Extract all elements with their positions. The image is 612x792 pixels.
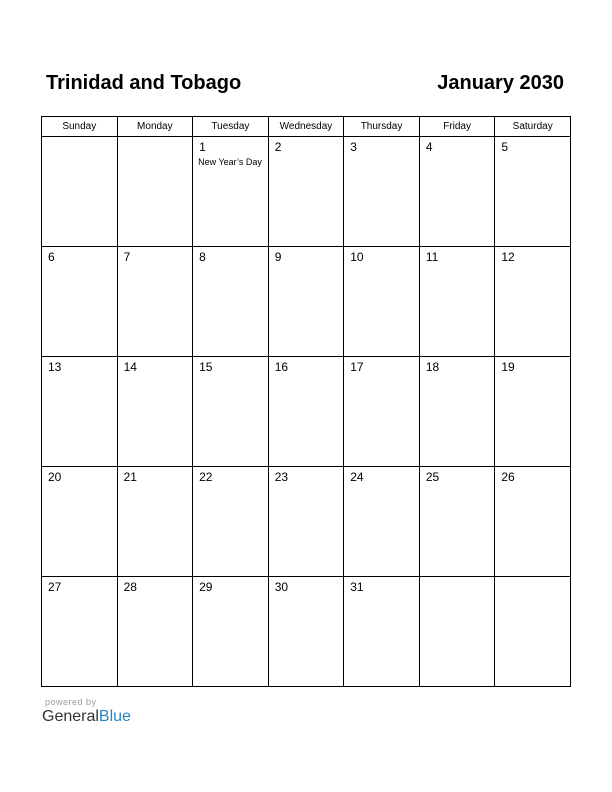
weekday-tuesday: Tuesday (193, 117, 269, 137)
weekday-wednesday: Wednesday (268, 117, 344, 137)
day-number: 5 (501, 140, 509, 154)
day-cell (495, 137, 571, 247)
day-cell (344, 467, 420, 577)
day-number (420, 577, 495, 581)
day-cell (419, 357, 495, 467)
day-cell (117, 357, 193, 467)
day-cell (42, 467, 118, 577)
day-cell (42, 137, 118, 247)
day-number: 3 (350, 140, 357, 154)
calendar-grid (41, 116, 571, 687)
day-number: 14 (123, 360, 137, 374)
day-number: 24 (350, 470, 364, 484)
day-number: 21 (123, 470, 137, 484)
holiday-label: New Year’s Day (198, 157, 262, 167)
day-cell (193, 577, 269, 687)
day-number: 10 (350, 250, 364, 264)
day-number: 17 (350, 360, 364, 374)
day-cell (193, 467, 269, 577)
logo-general-text: General (42, 708, 99, 725)
country-title: Trinidad and Tobago (46, 72, 242, 94)
day-cell (344, 137, 420, 247)
day-cell (117, 137, 193, 247)
day-cell (117, 577, 193, 687)
day-number (118, 137, 193, 141)
day-number: 11 (425, 250, 439, 264)
day-number: 6 (48, 250, 55, 264)
weekday-thursday: Thursday (344, 117, 420, 137)
day-number: 2 (274, 140, 282, 154)
day-number: 23 (274, 470, 289, 484)
day-number: 1 (199, 140, 206, 154)
week-row (42, 467, 571, 577)
day-cell (495, 247, 571, 357)
day-cell (268, 577, 344, 687)
day-cell (193, 137, 269, 247)
day-number: 12 (501, 250, 515, 264)
day-cell (495, 357, 571, 467)
day-number: 16 (274, 360, 289, 374)
day-number (495, 577, 570, 581)
week-row (42, 577, 571, 687)
day-cell (419, 577, 495, 687)
day-number: 22 (199, 470, 213, 484)
day-cell (42, 577, 118, 687)
day-cell (495, 467, 571, 577)
day-number: 9 (274, 250, 282, 264)
day-number: 15 (199, 360, 213, 374)
weekday-friday: Friday (419, 117, 495, 137)
day-number: 8 (199, 250, 206, 264)
day-number: 29 (199, 580, 213, 594)
day-number: 19 (501, 360, 515, 374)
day-number: 4 (425, 140, 433, 154)
day-number: 25 (425, 470, 440, 484)
week-row (42, 247, 571, 357)
day-cell (344, 357, 420, 467)
weekday-header-row (42, 117, 571, 137)
day-cell (193, 357, 269, 467)
day-number: 20 (48, 470, 62, 484)
day-number: 18 (425, 360, 440, 374)
day-cell (344, 577, 420, 687)
day-cell (268, 247, 344, 357)
day-number: 27 (48, 580, 62, 594)
day-cell (268, 137, 344, 247)
generalblue-footer[interactable] (42, 697, 131, 726)
day-cell (268, 467, 344, 577)
week-row (42, 357, 571, 467)
day-cell (193, 247, 269, 357)
day-number: 7 (123, 250, 131, 264)
day-number: 28 (123, 580, 137, 594)
weekday-sunday: Sunday (42, 117, 118, 137)
powered-by-label: powered by (45, 697, 97, 707)
month-title: January 2030 (437, 72, 564, 94)
day-cell (419, 467, 495, 577)
day-number (42, 137, 117, 141)
weekday-monday: Monday (117, 117, 193, 137)
day-number: 26 (501, 470, 515, 484)
day-cell (42, 357, 118, 467)
day-cell (344, 247, 420, 357)
day-cell (419, 247, 495, 357)
week-row (42, 137, 571, 247)
day-number: 31 (350, 580, 364, 594)
day-cell (42, 247, 118, 357)
weekday-saturday: Saturday (495, 117, 571, 137)
logo-blue-text: Blue (98, 708, 131, 725)
day-number: 13 (48, 360, 62, 374)
day-cell (419, 137, 495, 247)
day-number: 30 (274, 580, 289, 594)
day-cell (117, 467, 193, 577)
generalblue-logo[interactable] (42, 708, 131, 726)
day-cell (495, 577, 571, 687)
day-cell (268, 357, 344, 467)
day-cell (117, 247, 193, 357)
